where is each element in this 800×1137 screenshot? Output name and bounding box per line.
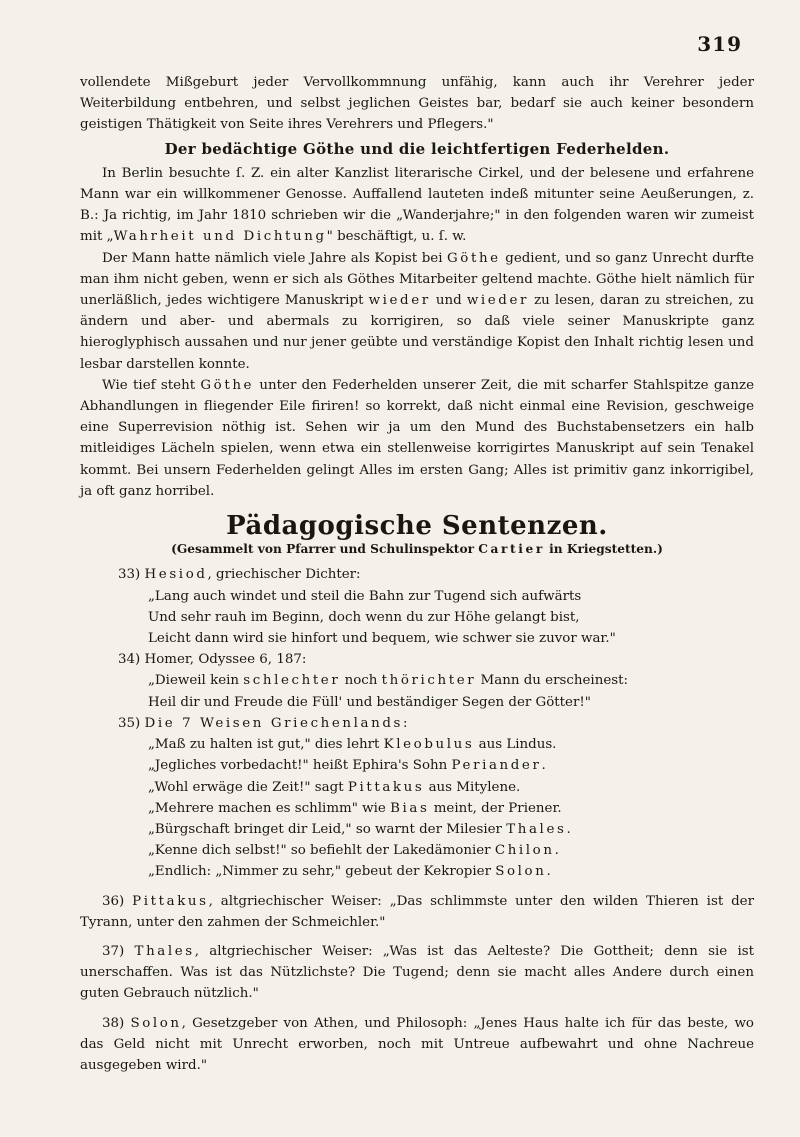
section-subtitle: (Gesammelt von Pfarrer und Schulinspektor Cartier in Kriegstetten.) bbox=[171, 542, 663, 557]
quote-line: Heil dir und Freude die Füll' und beständiger Segen der Götter!" bbox=[148, 694, 591, 710]
quote-line: Leicht dann wird sie hinfort und bequem, wie schwer sie zuvor war." bbox=[148, 631, 616, 647]
section-title: Pädagogische Sentenzen. bbox=[226, 511, 608, 542]
section-title: Der bedächtige Göthe und die leichtfertigen Federhelden. bbox=[164, 139, 670, 158]
quote-line: „Lang auch windet und steil die Bahn zur Tugend sich aufwärts bbox=[148, 588, 582, 604]
sentence-entry: 37) Thales, altgriechischer Weiser: „Was ist das Aelteste? Die Gottheit; denn sie ist unerschaffen. Was ist das Nützlichste? Die Tugend; denn sie macht alles Andere durch einen guten Gebrauch nützlich." bbox=[80, 943, 754, 1002]
sentence-entry: 34) Homer, Odyssee 6, 187: bbox=[118, 652, 307, 668]
quote-line: „Bürgschaft bringet dir Leid," so warnt der Milesier Thales. bbox=[148, 821, 571, 837]
quote-line: Und sehr rauh im Beginn, doch wenn du zur Höhe gelangt bist, bbox=[148, 609, 580, 625]
paragraph: Der Mann hatte nämlich viele Jahre als Kopist bei Göthe gedient, und so ganz Unrecht durfte man ihm nicht geben, wenn er sich als Göthes Mitarbeiter geltend machte. Göthe hielt nämlich für unerläßlich, jedes wichtigere Manuskript wieder und wieder zu lesen, daran zu streichen, zu ändern und aber- und abermals zu korrigiren, so daß viele seiner Manuskripte ganz hieroglyphisch aussahen und nur jener geübte und verständige Kopist den Inhalt richtig lesen und lesbar darstellen konnte. bbox=[80, 250, 754, 372]
quote-line: „Dieweil kein schlechter noch thörichter Mann du erscheinest: bbox=[148, 673, 629, 689]
paragraph: In Berlin besuchte ſ. Z. ein alter Kanzlist literarische Cirkel, und der belesene und erfahrene Mann war ein willkommener Genosse. Auffallend lauteten indeß mitunter seine Aeußerungen, z. B.: Ja richtig, im Jahr 1810 schrieben wir die „Wanderjahre;" in den folgenden waren wir zumeist mit „Wahrheit und Dichtung" beschäftigt, u. ſ. w. bbox=[80, 165, 754, 245]
paragraph: Wie tief steht Göthe unter den Federhelden unserer Zeit, die mit scharfer Stahlspitze ganze Abhandlungen in fliegender Eile firiren! so korrekt, daß nicht einmal eine Revision, geschweige eine Superrevision nöthig ist. Sehen wir ja um den Mund des Buchstabensetzers ein halb mitleidiges Lächeln spielen, wenn etwa ein stellenweise korrigirtes Manuskript auf sein Tenakel kommt. Bei unsern Federhelden gelingt Alles im ersten Gang; Alles ist primitiv ganz inkorrigibel, ja oft ganz horribel. bbox=[80, 377, 754, 499]
sentence-entry: 35) Die 7 Weisen Griechenlands: bbox=[118, 715, 411, 731]
sentence-entry: 33) Hesiod, griechischer Dichter: bbox=[118, 567, 361, 583]
quote-line: „Endlich: „Nimmer zu sehr," gebeut der Kekropier Solon. bbox=[148, 864, 551, 880]
intro-paragraph: vollendete Mißgeburt jeder Vervollkommnung unfähig, kann auch ihr Verehrer jeder Weiterbildung entbehren, und selbst jeglichen Geistes bar, bedarf sie auch keiner besondern geistigen Thätigkeit von Seite ihres Verehrers und Pflegers." bbox=[80, 75, 754, 133]
quote-line: „Wohl erwäge die Zeit!" sagt Pittakus aus Mitylene. bbox=[148, 779, 521, 795]
quote-line: „Maß zu halten ist gut," dies lehrt Kleobulus aus Lindus. bbox=[148, 737, 557, 753]
sentence-entry: 36) Pittakus, altgriechischer Weiser: „Das schlimmste unter den wilden Thieren ist der Tyrann, unter den zahmen der Schmeichler." bbox=[80, 893, 754, 930]
quote-line: „Mehrere machen es schlimm" wie Bias meint, der Priener. bbox=[148, 800, 562, 816]
page-number: 319 bbox=[697, 32, 742, 56]
quote-line: „Jegliches vorbedacht!" heißt Ephira's Sohn Periander. bbox=[148, 758, 546, 774]
quote-line: „Kenne dich selbst!" so befiehlt der Lakedämonier Chilon. bbox=[148, 843, 559, 859]
page-body bbox=[80, 72, 754, 1076]
sentence-entry: 38) Solon, Gesetzgeber von Athen, und Philosoph: „Jenes Haus halte ich für das beste, wo das Geld nicht mit Unrecht erworben, noch mit Untreue aufbewahrt und ohne Nachreue ausgegeben wird." bbox=[80, 1015, 754, 1073]
